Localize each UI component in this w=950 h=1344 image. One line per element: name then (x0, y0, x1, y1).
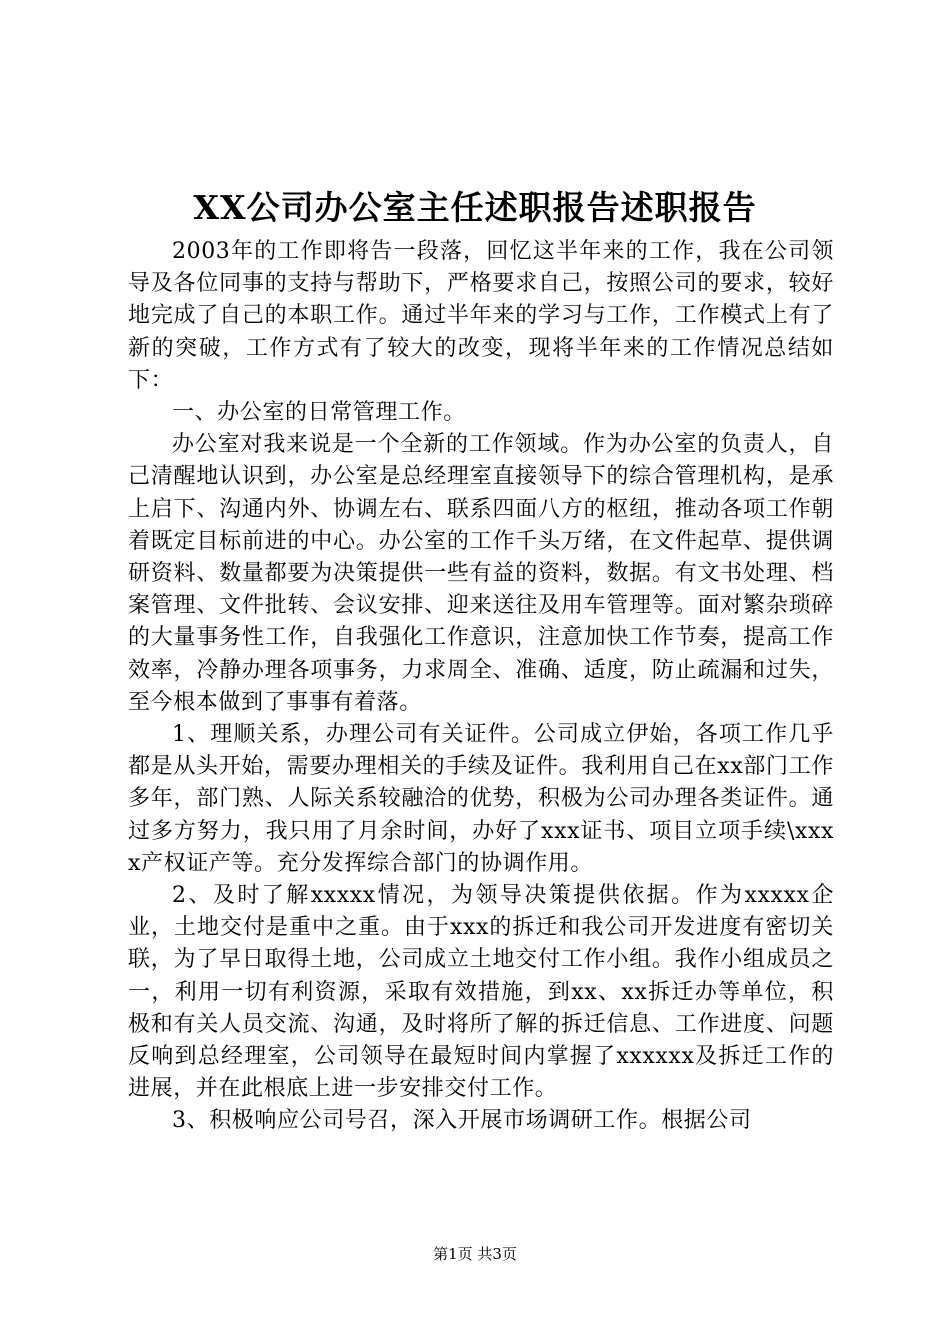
section-heading-daily-management: 一、办公室的日常管理工作。 (172, 400, 466, 426)
paragraph-item-2: 2、及时了解xxxxx情况，为领导决策提供依据。作为xxxxx企业，土地交付是重中之重。由于xxx的拆迁和我公司开发进度有密切关联，为了早日取得土地，公司成立土地交付工作小组。我作小组成员之一，利用一切有利资源，采取有效措施，到xx、xx拆迁办等单位，积极和有关人员交流、沟通，及时将所了解的拆迁信息、工作进度、问题反响到总经理室，公司领导在最短时间内掌握了xxxxxx及拆迁工作的进展，并在此根底上进一步安排交付工作。 (128, 883, 834, 1102)
document-title: XX公司办公室主任述职报告述职报告 (193, 188, 757, 227)
paragraph-office-overview: 办公室对我来说是一个全新的工作领域。作为办公室的负责人，自己清醒地认识到，办公室是总经理室直接领导下的综合管理机构，是承上启下、沟通内外、协调左右、联系四面八方的枢纽，推动各项工作朝着既定目标前进的中心。办公室的工作千头万绪，在文件起草、提供调研资料、数量都要为决策提供一些有益的资料，数据。有文书处理、档案管理、文件批转、会议安排、迎来送往及用车管理等。面对繁杂琐碎的大量事务性工作，自我强化工作意识，注意加快工作节奏，提高工作效率，冷静办理各项事务，力求周全、准确、适度，防止疏漏和过失，至今根本做到了事事有着落。 (128, 432, 834, 715)
document-body (128, 236, 834, 1138)
paragraph-item-3: 3、积极响应公司号召，深入开展市场调研工作。根据公司 (172, 1108, 752, 1134)
paragraph-intro: 2003年的工作即将告一段落，回忆这半年来的工作，我在公司领导及各位同事的支持与帮助下，严格要求自己，按照公司的要求，较好地完成了自己的本职工作。通过半年来的学习与工作，工作模式上有了新的突破，工作方式有了较大的改变，现将半年来的工作情况总结如下： (128, 239, 834, 393)
page-number-footer: 第1页 共3页 (433, 1245, 517, 1263)
paragraph-item-1: 1、理顺关系，办理公司有关证件。公司成立伊始，各项工作几乎都是从头开始，需要办理相关的手续及证件。我利用自己在xx部门工作多年，部门熟、人际关系较融洽的优势，积极为公司办理各类证件。通过多方努力，我只用了月余时间，办好了xxx证书、项目立项手续\xxxx产权证产等。充分发挥综合部门的协调作用。 (128, 722, 834, 876)
